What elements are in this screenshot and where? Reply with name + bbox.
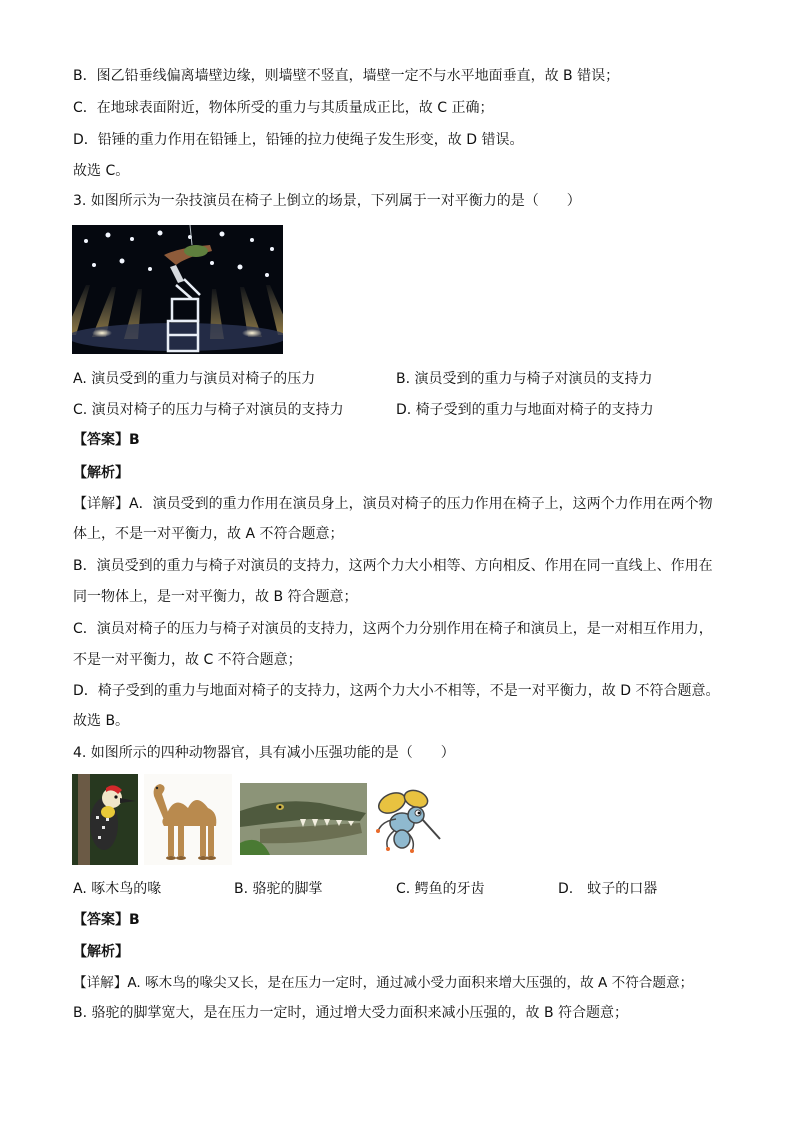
q4-detail-b: B. 骆驼的脚掌宽大，是在压力一定时，通过增大受力面积来减小压强的，故 B 符合题意； [73,1005,629,1021]
q4-mosquito-illustration [372,783,448,855]
q3-detail-c-cont: 不是一对平衡力，故 C 不符合题意； [73,652,302,668]
q4-stem: 4. 如图所示的四种动物器官，具有减小压强功能的是（ ） [73,745,455,761]
q3-acrobat-photo [72,225,283,354]
camel-image [144,774,232,865]
q3-option-b: B. 演员受到的重力与椅子对演员的支持力 [396,371,653,387]
prev-option-b-explanation: B．图乙铅垂线偏离墙壁边缘，则墙壁不竖直，墙壁一定不与水平地面垂直，故 B 错误； [73,68,620,84]
q4-answer: 【答案】B [73,912,140,928]
prev-option-d-explanation: D．铅锤的重力作用在铅锤上，铅锤的拉力使绳子发生形变，故 D 错误。 [73,132,524,148]
q4-option-b: B. 骆驼的脚掌 [234,881,323,897]
q3-stem: 3. 如图所示为一杂技演员在椅子上倒立的场景，下列属于一对平衡力的是（ ） [73,193,581,209]
q3-option-d: D. 椅子受到的重力与地面对椅子的支持力 [396,402,654,418]
q3-detail-a-cont: 体上，不是一对平衡力，故 A 不符合题意； [73,526,344,542]
q3-answer: 【答案】B [73,432,140,448]
crocodile-image [240,783,367,855]
q3-analysis-heading: 【解析】 [73,465,129,481]
q4-detail-a: 【详解】A. 啄木鸟的喙尖又长，是在压力一定时，通过减小受力面积来增大压强的，故 A 不符合题意； [73,975,694,991]
q3-conclusion: 故选 B。 [73,713,130,729]
prev-option-c-explanation: C．在地球表面附近，物体所受的重力与其质量成正比，故 C 正确； [73,100,494,116]
q4-option-c: C. 鳄鱼的牙齿 [396,881,485,897]
q3-detail-b: B．演员受到的重力与椅子对演员的支持力，这两个力大小相等、方向相反、作用在同一直线上、作用在 [73,558,713,574]
woodpecker-image [72,774,138,865]
q3-detail-a: 【详解】A．演员受到的重力作用在演员身上，演员对椅子的压力作用在椅子上，这两个力作用在两个物 [73,496,713,512]
q4-crocodile-photo [240,783,367,855]
q3-detail-b-cont: 同一物体上，是一对平衡力，故 B 符合题意； [73,589,358,605]
q4-analysis-heading: 【解析】 [73,944,129,960]
q3-option-c: C. 演员对椅子的压力与椅子对演员的支持力 [73,402,344,418]
q3-detail-c: C．演员对椅子的压力与椅子对演员的支持力，这两个力分别作用在椅子和演员上，是一对相互作用力， [73,621,713,637]
acrobat-on-chairs-image [72,225,283,354]
q4-camel-photo [144,774,232,865]
q3-detail-d: D．椅子受到的重力与地面对椅子的支持力，这两个力大小不相等，不是一对平衡力，故 D 不符合题意。 [73,683,720,699]
q4-option-d: D. 蚊子的口器 [558,881,658,897]
q4-woodpecker-photo [72,774,138,865]
mosquito-image [372,783,448,855]
q4-option-a: A. 啄木鸟的喙 [73,881,162,897]
prev-conclusion: 故选 C。 [73,163,130,179]
q3-option-a: A. 演员受到的重力与演员对椅子的压力 [73,371,316,387]
